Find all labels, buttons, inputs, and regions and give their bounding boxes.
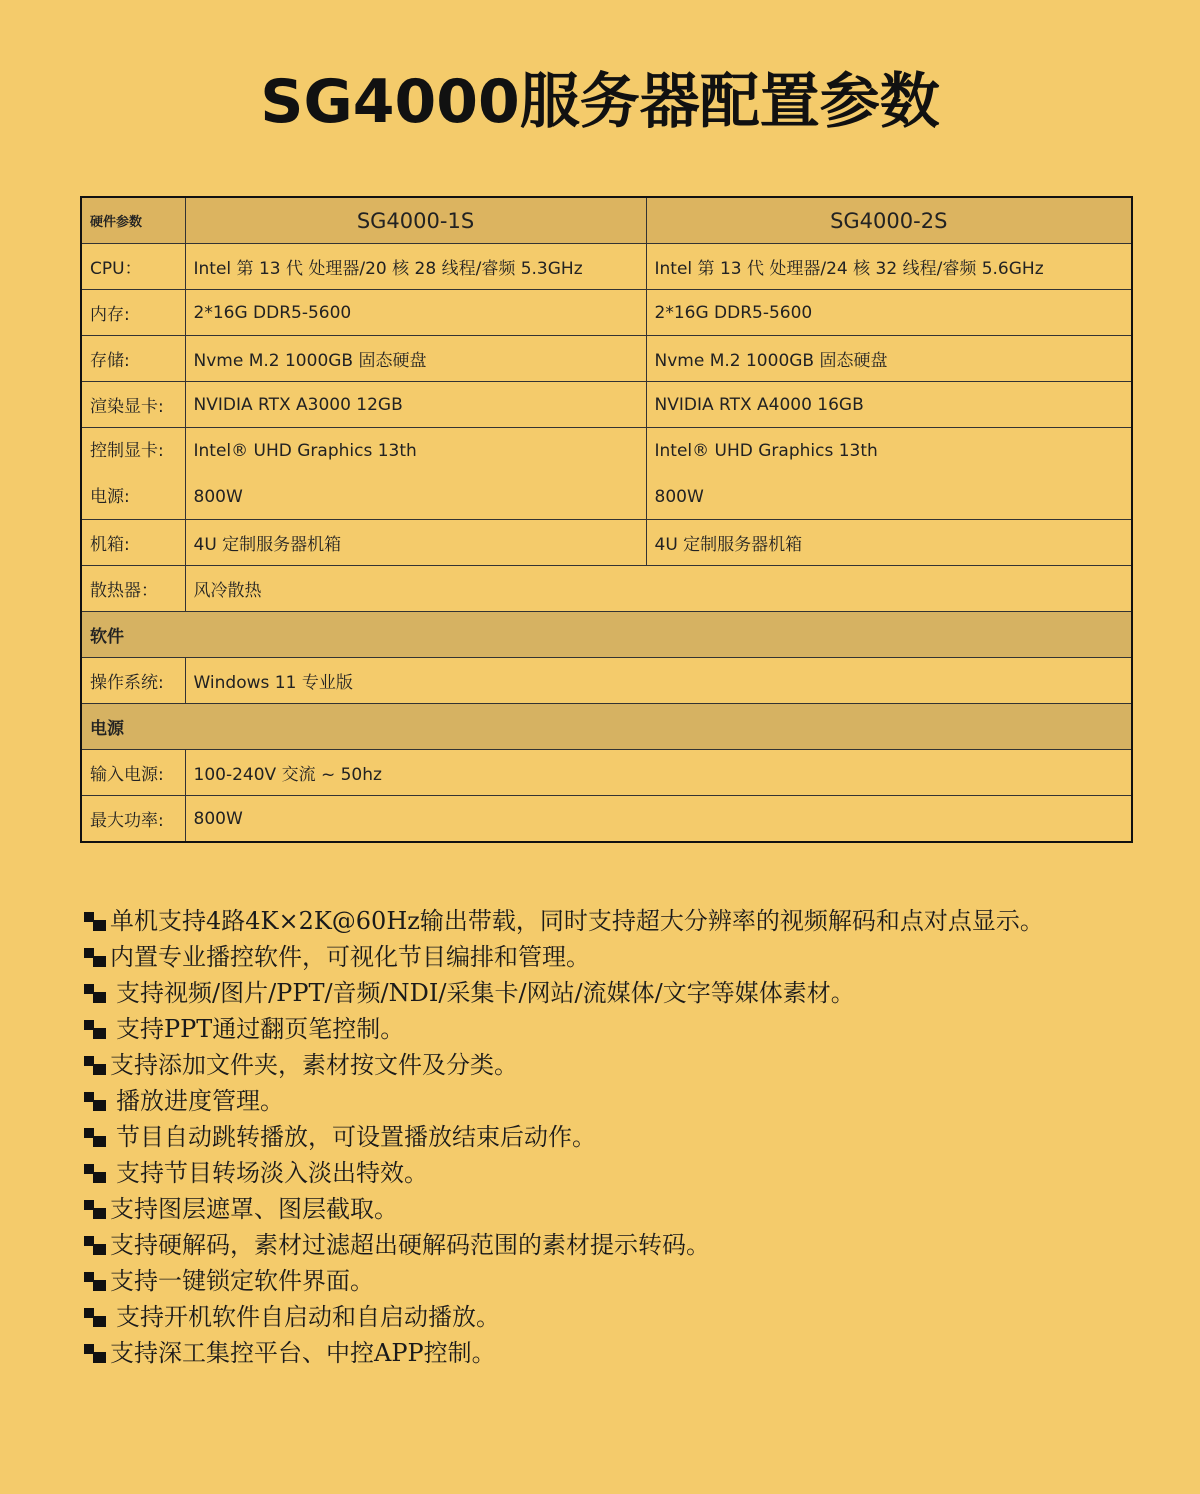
control-gpu-value-1: Intel® UHD Graphics 13th [193, 441, 417, 461]
list-item [82, 1011, 1182, 1047]
feature-text: 节目自动跳转播放，可设置播放结束后动作。 [116, 1123, 596, 1151]
table-row-input-power [81, 750, 1132, 796]
row-value-1: Intel 第 13 代 处理器/20 核 28 线程/睿频 5.3GHz [185, 244, 646, 290]
section-row-power [81, 704, 1132, 750]
row-value: 100-240V 交流 ~ 50hz [185, 750, 1132, 796]
page-title: SG4000服务器配置参数 [260, 67, 940, 137]
row-label: 机箱: [81, 520, 185, 566]
list-item [82, 939, 1182, 975]
power-value-2: 800W [654, 487, 704, 507]
row-value-2-stack [646, 428, 1132, 520]
list-item [82, 903, 1182, 939]
header-model-1: SG4000-1S [185, 197, 646, 244]
header-label: 硬件参数 [81, 197, 185, 244]
feature-text: 内置专业播控软件，可视化节目编排和管理。 [110, 943, 590, 971]
list-item [82, 1191, 1182, 1227]
row-value: 风冷散热 [185, 566, 1132, 612]
table-row-control-gpu-power [81, 428, 1132, 520]
feature-text: 支持节目转场淡入淡出特效。 [116, 1159, 428, 1187]
row-label: 最大功率: [81, 796, 185, 843]
row-label: CPU： [81, 244, 185, 290]
row-value-1: 4U 定制服务器机箱 [185, 520, 646, 566]
row-value-1-stack [185, 428, 646, 520]
bullet-icon [82, 1270, 108, 1292]
feature-list [82, 903, 1182, 1371]
table-row-memory [81, 290, 1132, 336]
bullet-icon [82, 1306, 108, 1328]
bullet-icon [82, 1198, 108, 1220]
table-header-row [81, 197, 1132, 244]
row-value-1: 2*16G DDR5-5600 [185, 290, 646, 336]
feature-text: 支持硬解码，素材过滤超出硬解码范围的素材提示转码。 [110, 1231, 710, 1259]
section-title: 电源 [81, 704, 1132, 750]
row-value: Windows 11 专业版 [185, 658, 1132, 704]
feature-text: 支持视频/图片/PPT/音频/NDI/采集卡/网站/流媒体/文字等媒体素材。 [116, 979, 855, 1007]
feature-text: 支持图层遮罩、图层截取。 [110, 1195, 398, 1223]
row-value-2: 2*16G DDR5-5600 [646, 290, 1132, 336]
bullet-icon [82, 1342, 108, 1364]
bullet-icon [82, 1018, 108, 1040]
row-label-stack [81, 428, 185, 520]
feature-text: 支持开机软件自启动和自启动播放。 [116, 1303, 500, 1331]
row-label: 输入电源: [81, 750, 185, 796]
row-label: 内存: [81, 290, 185, 336]
bullet-icon [82, 1126, 108, 1148]
feature-text: 支持添加文件夹，素材按文件及分类。 [110, 1051, 518, 1079]
row-label-power: 电源: [90, 487, 130, 507]
bullet-icon [82, 946, 108, 968]
list-item [82, 1335, 1182, 1371]
section-row-software [81, 612, 1132, 658]
row-label: 渲染显卡: [81, 382, 185, 428]
table-row-chassis [81, 520, 1132, 566]
row-label: 操作系统: [81, 658, 185, 704]
list-item [82, 1155, 1182, 1191]
row-label: 散热器： [81, 566, 185, 612]
row-value-2: NVIDIA RTX A4000 16GB [646, 382, 1132, 428]
row-value-2: Intel 第 13 代 处理器/24 核 32 线程/睿频 5.6GHz [646, 244, 1132, 290]
bullet-icon [82, 910, 108, 932]
row-label: 存储: [81, 336, 185, 382]
row-value-2: 4U 定制服务器机箱 [646, 520, 1132, 566]
feature-text: 支持PPT通过翻页笔控制。 [116, 1015, 405, 1043]
feature-text: 支持一键锁定软件界面。 [110, 1267, 374, 1295]
bullet-icon [82, 1234, 108, 1256]
list-item [82, 1083, 1182, 1119]
feature-text: 播放进度管理。 [116, 1087, 284, 1115]
list-item [82, 1047, 1182, 1083]
row-value-2: Nvme M.2 1000GB 固态硬盘 [646, 336, 1132, 382]
bullet-icon [82, 982, 108, 1004]
row-value: 800W [185, 796, 1132, 843]
table-row-storage [81, 336, 1132, 382]
table-row-os [81, 658, 1132, 704]
feature-text: 支持深工集控平台、中控APP控制。 [110, 1339, 496, 1367]
list-item [82, 1299, 1182, 1335]
bullet-icon [82, 1090, 108, 1112]
row-value-1: Nvme M.2 1000GB 固态硬盘 [185, 336, 646, 382]
feature-text: 单机支持4路4K×2K@60Hz输出带载，同时支持超大分辨率的视频解码和点对点显示。 [110, 907, 1044, 935]
table-row-render-gpu [81, 382, 1132, 428]
header-model-2: SG4000-2S [646, 197, 1132, 244]
list-item [82, 1263, 1182, 1299]
row-value-1: NVIDIA RTX A3000 12GB [185, 382, 646, 428]
list-item [82, 1227, 1182, 1263]
section-title: 软件 [81, 612, 1132, 658]
table-row-cpu [81, 244, 1132, 290]
row-label-control-gpu: 控制显卡: [90, 441, 164, 461]
table-row-max-power [81, 796, 1132, 843]
table-row-cooler [81, 566, 1132, 612]
spec-table [80, 196, 1133, 843]
bullet-icon [82, 1162, 108, 1184]
list-item [82, 1119, 1182, 1155]
list-item [82, 975, 1182, 1011]
power-value-1: 800W [193, 487, 243, 507]
bullet-icon [82, 1054, 108, 1076]
control-gpu-value-2: Intel® UHD Graphics 13th [654, 441, 878, 461]
